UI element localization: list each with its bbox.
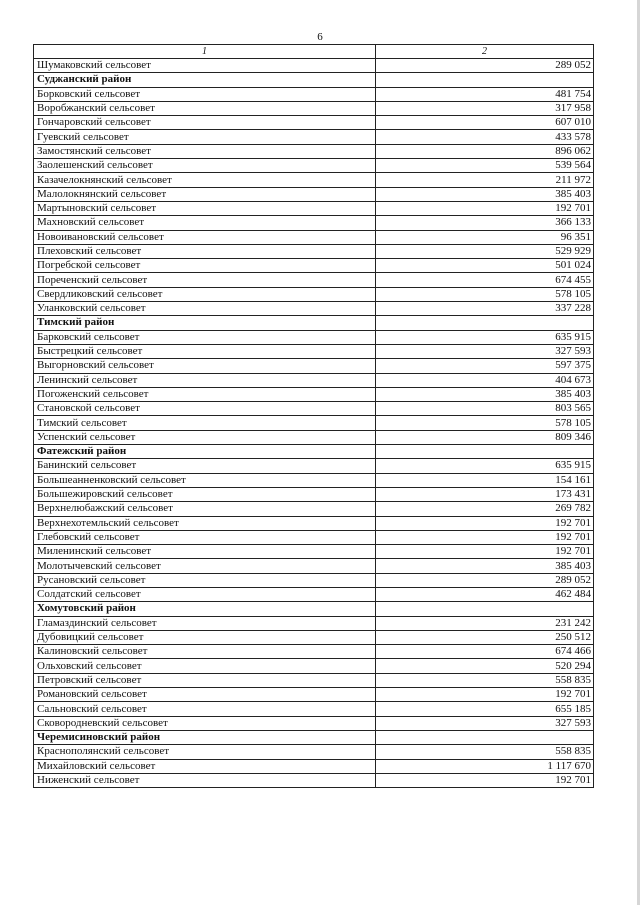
- settlement-name: Тимский сельсовет: [34, 416, 376, 430]
- settlement-name: Казачелокнянский сельсовет: [34, 173, 376, 187]
- amount-value: 655 185: [376, 702, 594, 716]
- amount-value: 635 915: [376, 330, 594, 344]
- settlement-name: Шумаковский сельсовет: [34, 59, 376, 73]
- amount-value: 192 701: [376, 545, 594, 559]
- amount-value: [376, 316, 594, 330]
- settlement-name: Русановский сельсовет: [34, 573, 376, 587]
- district-name: Черемисиновский район: [34, 730, 376, 744]
- settlement-name: Молотычевский сельсовет: [34, 559, 376, 573]
- settlement-name: Петровский сельсовет: [34, 673, 376, 687]
- amount-value: 192 701: [376, 201, 594, 215]
- settlement-name: Краснополянский сельсовет: [34, 745, 376, 759]
- amount-value: 809 346: [376, 430, 594, 444]
- settlement-name: Большежировский сельсовет: [34, 487, 376, 501]
- table-row: [34, 688, 594, 702]
- settlement-name: Гламаздинский сельсовет: [34, 616, 376, 630]
- settlement-name: Замостянский сельсовет: [34, 144, 376, 158]
- settlement-name: Заолешенский сельсовет: [34, 159, 376, 173]
- settlement-name: Махновский сельсовет: [34, 216, 376, 230]
- amount-value: 896 062: [376, 144, 594, 158]
- settlement-name: Верхнехотемльский сельсовет: [34, 516, 376, 530]
- amount-value: 211 972: [376, 173, 594, 187]
- amount-value: 674 466: [376, 645, 594, 659]
- table-body: [34, 59, 594, 788]
- settlement-name: Дубовицкий сельсовет: [34, 630, 376, 644]
- table-row: [34, 773, 594, 787]
- amount-value: 529 929: [376, 244, 594, 258]
- table-row: [34, 573, 594, 587]
- page-number: 6: [317, 31, 323, 43]
- table-row: [34, 101, 594, 115]
- table-row: [34, 87, 594, 101]
- settlement-name: Банинский сельсовет: [34, 459, 376, 473]
- settlement-name: Ленинский сельсовет: [34, 373, 376, 387]
- table-row: [34, 530, 594, 544]
- table-row: [34, 659, 594, 673]
- table-row: [34, 616, 594, 630]
- column-header-2: 2: [376, 45, 594, 59]
- settlement-name: Выгорновский сельсовет: [34, 359, 376, 373]
- settlement-name: Плеховский сельсовет: [34, 244, 376, 258]
- settlement-name: Ольховский сельсовет: [34, 659, 376, 673]
- table-row: [34, 430, 594, 444]
- table-row: [34, 287, 594, 301]
- settlement-name: Погребской сельсовет: [34, 259, 376, 273]
- amount-value: 558 835: [376, 673, 594, 687]
- table-row: [34, 459, 594, 473]
- table-row: [34, 244, 594, 258]
- table-header-row: [34, 45, 594, 59]
- table-row: [34, 344, 594, 358]
- table-row: [34, 702, 594, 716]
- settlement-name: Верхнелюбажский сельсовет: [34, 502, 376, 516]
- table-row: [34, 716, 594, 730]
- table-row: [34, 259, 594, 273]
- table-row: [34, 673, 594, 687]
- table-row: [34, 330, 594, 344]
- amount-value: 96 351: [376, 230, 594, 244]
- table-row: [34, 230, 594, 244]
- table-row: [34, 559, 594, 573]
- allocation-table: [33, 44, 594, 788]
- amount-value: 385 403: [376, 387, 594, 401]
- district-name: Суджанский район: [34, 73, 376, 87]
- amount-value: [376, 445, 594, 459]
- district-name: Хомутовский район: [34, 602, 376, 616]
- settlement-name: Глебовский сельсовет: [34, 530, 376, 544]
- table-row: [34, 502, 594, 516]
- settlement-name: Свердликовский сельсовет: [34, 287, 376, 301]
- settlement-name: Гончаровский сельсовет: [34, 116, 376, 130]
- amount-value: 404 673: [376, 373, 594, 387]
- settlement-name: Мартыновский сельсовет: [34, 201, 376, 215]
- settlement-name: Уланковский сельсовет: [34, 302, 376, 316]
- table-row: [34, 216, 594, 230]
- table-row: [34, 201, 594, 215]
- amount-value: 192 701: [376, 773, 594, 787]
- amount-value: 501 024: [376, 259, 594, 273]
- amount-value: 607 010: [376, 116, 594, 130]
- amount-value: 192 701: [376, 530, 594, 544]
- table-row: [34, 759, 594, 773]
- amount-value: 289 052: [376, 59, 594, 73]
- table-row: [34, 630, 594, 644]
- settlement-name: Становской сельсовет: [34, 402, 376, 416]
- table-row: [34, 473, 594, 487]
- settlement-name: Михайловский сельсовет: [34, 759, 376, 773]
- amount-value: 269 782: [376, 502, 594, 516]
- amount-value: 385 403: [376, 559, 594, 573]
- table-row: [34, 273, 594, 287]
- amount-value: 231 242: [376, 616, 594, 630]
- column-header-1: 1: [34, 45, 376, 59]
- district-header-row: [34, 445, 594, 459]
- table-row: [34, 359, 594, 373]
- settlement-name: Миленинский сельсовет: [34, 545, 376, 559]
- amount-value: 520 294: [376, 659, 594, 673]
- district-name: Фатежский район: [34, 445, 376, 459]
- amount-value: 635 915: [376, 459, 594, 473]
- amount-value: 597 375: [376, 359, 594, 373]
- amount-value: 803 565: [376, 402, 594, 416]
- table-row: [34, 373, 594, 387]
- table-row: [34, 187, 594, 201]
- settlement-name: Большеанненковский сельсовет: [34, 473, 376, 487]
- settlement-name: Пореченский сельсовет: [34, 273, 376, 287]
- amount-value: [376, 602, 594, 616]
- table-row: [34, 645, 594, 659]
- table-row: [34, 173, 594, 187]
- amount-value: 539 564: [376, 159, 594, 173]
- table-row: [34, 59, 594, 73]
- district-header-row: [34, 602, 594, 616]
- amount-value: 462 484: [376, 587, 594, 601]
- amount-value: 317 958: [376, 101, 594, 115]
- amount-value: [376, 730, 594, 744]
- amount-value: 192 701: [376, 516, 594, 530]
- settlement-name: Борковский сельсовет: [34, 87, 376, 101]
- settlement-name: Барковский сельсовет: [34, 330, 376, 344]
- table-row: [34, 130, 594, 144]
- settlement-name: Романовский сельсовет: [34, 688, 376, 702]
- amount-value: 481 754: [376, 87, 594, 101]
- amount-value: 385 403: [376, 187, 594, 201]
- settlement-name: Быстрецкий сельсовет: [34, 344, 376, 358]
- table-row: [34, 587, 594, 601]
- table-row: [34, 402, 594, 416]
- table-row: [34, 745, 594, 759]
- settlement-name: Новоивановский сельсовет: [34, 230, 376, 244]
- table-row: [34, 416, 594, 430]
- table-row: [34, 144, 594, 158]
- table-row: [34, 487, 594, 501]
- table-row: [34, 116, 594, 130]
- district-name: Тимский район: [34, 316, 376, 330]
- settlement-name: Малолокнянский сельсовет: [34, 187, 376, 201]
- amount-value: 192 701: [376, 688, 594, 702]
- settlement-name: Воробжанский сельсовет: [34, 101, 376, 115]
- settlement-name: Сковородневский сельсовет: [34, 716, 376, 730]
- settlement-name: Гуевский сельсовет: [34, 130, 376, 144]
- settlement-name: Калиновский сельсовет: [34, 645, 376, 659]
- table-row: [34, 387, 594, 401]
- table-row: [34, 516, 594, 530]
- amount-value: 327 593: [376, 716, 594, 730]
- amount-value: [376, 73, 594, 87]
- amount-value: 173 431: [376, 487, 594, 501]
- settlement-name: Успенский сельсовет: [34, 430, 376, 444]
- table-row: [34, 159, 594, 173]
- amount-value: 433 578: [376, 130, 594, 144]
- amount-value: 1 117 670: [376, 759, 594, 773]
- amount-value: 154 161: [376, 473, 594, 487]
- settlement-name: Солдатский сельсовет: [34, 587, 376, 601]
- amount-value: 578 105: [376, 287, 594, 301]
- amount-value: 250 512: [376, 630, 594, 644]
- amount-value: 578 105: [376, 416, 594, 430]
- amount-value: 674 455: [376, 273, 594, 287]
- district-header-row: [34, 730, 594, 744]
- district-header-row: [34, 316, 594, 330]
- table-row: [34, 545, 594, 559]
- settlement-name: Ниженский сельсовет: [34, 773, 376, 787]
- amount-value: 327 593: [376, 344, 594, 358]
- amount-value: 366 133: [376, 216, 594, 230]
- settlement-name: Сальновский сельсовет: [34, 702, 376, 716]
- amount-value: 337 228: [376, 302, 594, 316]
- amount-value: 289 052: [376, 573, 594, 587]
- district-header-row: [34, 73, 594, 87]
- table-row: [34, 302, 594, 316]
- amount-value: 558 835: [376, 745, 594, 759]
- settlement-name: Погоженский сельсовет: [34, 387, 376, 401]
